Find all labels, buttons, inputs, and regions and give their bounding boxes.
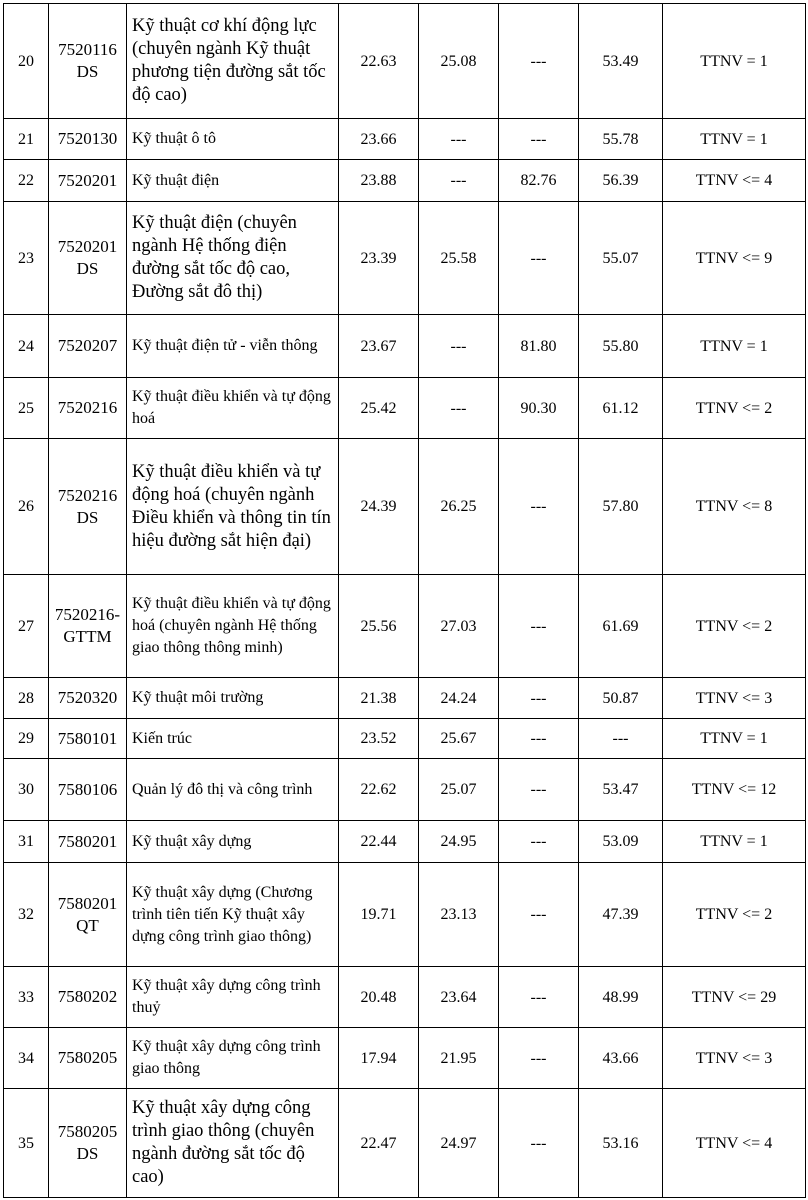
score-4: 53.47: [579, 759, 663, 821]
major-name: Kỹ thuật xây dựng công trình thuỷ: [127, 967, 339, 1028]
major-name: Kiến trúc: [127, 719, 339, 759]
score-4: ---: [579, 719, 663, 759]
score-4: 55.78: [579, 119, 663, 160]
row-number: 21: [4, 119, 49, 160]
major-name: Kỹ thuật môi trường: [127, 678, 339, 719]
score-2: 25.58: [419, 202, 499, 315]
table-row: [4, 575, 806, 678]
major-code-line: 7580106: [57, 779, 118, 799]
major-name: Kỹ thuật ô tô: [127, 119, 339, 160]
major-name: Kỹ thuật điện: [127, 160, 339, 202]
table-row: [4, 759, 806, 821]
score-1: 25.56: [339, 575, 419, 678]
score-4: 47.39: [579, 863, 663, 967]
ttnv-condition: TTNV <= 4: [663, 1089, 806, 1198]
major-code: [49, 1028, 127, 1089]
score-1: 23.52: [339, 719, 419, 759]
score-3: ---: [499, 821, 579, 863]
ttnv-condition: TTNV <= 3: [663, 1028, 806, 1089]
major-name: Quản lý đô thị và công trình: [127, 759, 339, 821]
score-3: ---: [499, 1089, 579, 1198]
score-2: 25.67: [419, 719, 499, 759]
row-number: 31: [4, 821, 49, 863]
score-1: 19.71: [339, 863, 419, 967]
major-code-line: 7520216: [57, 485, 118, 505]
major-name: Kỹ thuật cơ khí động lực (chuyên ngành Kỹ thuật phương tiện đường sắt tốc độ cao): [127, 4, 339, 119]
major-code-line: 7580205: [57, 1122, 118, 1141]
score-1: 20.48: [339, 967, 419, 1028]
score-4: 53.49: [579, 4, 663, 119]
row-number: 29: [4, 719, 49, 759]
score-1: 25.42: [339, 378, 419, 439]
major-code-line: 7580202: [57, 987, 118, 1006]
score-3: ---: [499, 119, 579, 160]
row-number: 28: [4, 678, 49, 719]
score-3: ---: [499, 967, 579, 1028]
table-row: [4, 1089, 806, 1198]
major-code-line: 7520320: [57, 688, 118, 707]
score-1: 24.39: [339, 439, 419, 575]
row-number: 22: [4, 160, 49, 202]
score-4: 48.99: [579, 967, 663, 1028]
row-number: 25: [4, 378, 49, 439]
table-row: [4, 967, 806, 1028]
score-4: 55.07: [579, 202, 663, 315]
major-code: [49, 967, 127, 1028]
major-code: [49, 575, 127, 678]
score-4: 61.12: [579, 378, 663, 439]
score-1: 22.62: [339, 759, 419, 821]
score-2: 24.95: [419, 821, 499, 863]
row-number: 20: [4, 4, 49, 119]
table-row: [4, 378, 806, 439]
score-2: 27.03: [419, 575, 499, 678]
major-code-line: DS: [76, 62, 99, 81]
ttnv-condition: TTNV = 1: [663, 315, 806, 378]
ttnv-condition: TTNV <= 29: [663, 967, 806, 1028]
ttnv-condition: TTNV = 1: [663, 119, 806, 160]
ttnv-condition: TTNV <= 2: [663, 863, 806, 967]
score-2: ---: [419, 378, 499, 439]
ttnv-condition: TTNV <= 8: [663, 439, 806, 575]
score-3: ---: [499, 678, 579, 719]
major-name: Kỹ thuật điều khiển và tự động hoá (chuyên ngành Điều khiển và thông tin tín hiệu đường sắt hiện đại): [127, 439, 339, 575]
major-code-line: 7580205: [57, 1048, 118, 1067]
score-2: ---: [419, 160, 499, 202]
row-number: 24: [4, 315, 49, 378]
major-name: Kỹ thuật điều khiển và tự động hoá: [127, 378, 339, 439]
score-3: ---: [499, 1028, 579, 1089]
score-2: 26.25: [419, 439, 499, 575]
score-3: ---: [499, 439, 579, 575]
ttnv-condition: TTNV <= 3: [663, 678, 806, 719]
major-code-line: 7520216-: [54, 605, 121, 624]
score-3: 82.76: [499, 160, 579, 202]
score-2: ---: [419, 315, 499, 378]
score-3: ---: [499, 4, 579, 119]
major-code: [49, 160, 127, 202]
score-3: 90.30: [499, 378, 579, 439]
score-4: 43.66: [579, 1028, 663, 1089]
score-4: 50.87: [579, 678, 663, 719]
score-1: 23.88: [339, 160, 419, 202]
major-code-line: 7520116: [58, 40, 117, 59]
score-1: 22.44: [339, 821, 419, 863]
major-code-line: 7580101: [57, 728, 118, 748]
major-code-line: 7520130: [57, 129, 118, 148]
ttnv-condition: TTNV <= 4: [663, 160, 806, 202]
score-4: 53.09: [579, 821, 663, 863]
major-code-line: GTTM: [63, 627, 112, 646]
table-row: [4, 202, 806, 315]
ttnv-condition: TTNV <= 2: [663, 378, 806, 439]
ttnv-condition: TTNV = 1: [663, 719, 806, 759]
major-code: [49, 315, 127, 378]
row-number: 26: [4, 439, 49, 575]
score-4: 57.80: [579, 439, 663, 575]
table-row: [4, 1028, 806, 1089]
major-code-line: 7580201: [57, 893, 118, 913]
score-1: 23.67: [339, 315, 419, 378]
table-row: [4, 4, 806, 119]
score-3: ---: [499, 863, 579, 967]
major-code-line: 7520201: [57, 170, 118, 190]
ttnv-condition: TTNV = 1: [663, 821, 806, 863]
major-name: Kỹ thuật điện tử - viễn thông: [127, 315, 339, 378]
score-2: 21.95: [419, 1028, 499, 1089]
score-3: ---: [499, 759, 579, 821]
major-code: [49, 678, 127, 719]
row-number: 33: [4, 967, 49, 1028]
admission-scores-table: [3, 3, 806, 1198]
table-row: [4, 821, 806, 863]
ttnv-condition: TTNV <= 12: [663, 759, 806, 821]
major-code: [49, 863, 127, 967]
major-code: [49, 439, 127, 575]
major-code-line: DS: [76, 259, 99, 278]
table-row: [4, 119, 806, 160]
major-code-line: QT: [76, 915, 99, 935]
major-name: Kỹ thuật xây dựng công trình giao thông (chuyên ngành đường sắt tốc độ cao): [127, 1089, 339, 1198]
major-name: Kỹ thuật điều khiển và tự động hoá (chuyên ngành Hệ thống giao thông thông minh): [127, 575, 339, 678]
score-2: ---: [419, 119, 499, 160]
major-name: Kỹ thuật xây dựng (Chương trình tiên tiến Kỹ thuật xây dựng công trình giao thông): [127, 863, 339, 967]
major-code-line: 7520201: [57, 237, 118, 256]
table-row: [4, 719, 806, 759]
score-1: 22.47: [339, 1089, 419, 1198]
score-1: 23.39: [339, 202, 419, 315]
major-code: [49, 1089, 127, 1198]
major-code: [49, 821, 127, 863]
score-1: 21.38: [339, 678, 419, 719]
score-2: 24.24: [419, 678, 499, 719]
table-row: [4, 863, 806, 967]
score-3: 81.80: [499, 315, 579, 378]
major-name: Kỹ thuật xây dựng công trình giao thông: [127, 1028, 339, 1089]
major-code: [49, 719, 127, 759]
major-code-line: 7520207: [57, 336, 118, 355]
row-number: 34: [4, 1028, 49, 1089]
ttnv-condition: TTNV = 1: [663, 4, 806, 119]
score-3: ---: [499, 202, 579, 315]
major-code: [49, 202, 127, 315]
score-2: 24.97: [419, 1089, 499, 1198]
score-4: 55.80: [579, 315, 663, 378]
major-name: Kỹ thuật xây dựng: [127, 821, 339, 863]
score-1: 17.94: [339, 1028, 419, 1089]
score-4: 56.39: [579, 160, 663, 202]
row-number: 27: [4, 575, 49, 678]
major-code: [49, 119, 127, 160]
major-code: [49, 4, 127, 119]
row-number: 32: [4, 863, 49, 967]
major-code: [49, 378, 127, 439]
score-2: 25.07: [419, 759, 499, 821]
table-row: [4, 160, 806, 202]
major-code-line: 7520216: [57, 398, 118, 417]
table-row: [4, 315, 806, 378]
score-4: 53.16: [579, 1089, 663, 1198]
table-body: [4, 4, 806, 1198]
score-1: 22.63: [339, 4, 419, 119]
score-3: ---: [499, 719, 579, 759]
score-2: 23.13: [419, 863, 499, 967]
ttnv-condition: TTNV <= 9: [663, 202, 806, 315]
major-code-line: 7580201: [57, 831, 118, 851]
score-2: 25.08: [419, 4, 499, 119]
table-row: [4, 439, 806, 575]
major-code-line: DS: [76, 1144, 99, 1163]
major-code: [49, 759, 127, 821]
row-number: 23: [4, 202, 49, 315]
score-1: 23.66: [339, 119, 419, 160]
score-2: 23.64: [419, 967, 499, 1028]
score-3: ---: [499, 575, 579, 678]
table-row: [4, 678, 806, 719]
score-4: 61.69: [579, 575, 663, 678]
major-name: Kỹ thuật điện (chuyên ngành Hệ thống điện đường sắt tốc độ cao, Đường sắt đô thị): [127, 202, 339, 315]
ttnv-condition: TTNV <= 2: [663, 575, 806, 678]
major-code-line: DS: [76, 507, 99, 527]
row-number: 35: [4, 1089, 49, 1198]
row-number: 30: [4, 759, 49, 821]
